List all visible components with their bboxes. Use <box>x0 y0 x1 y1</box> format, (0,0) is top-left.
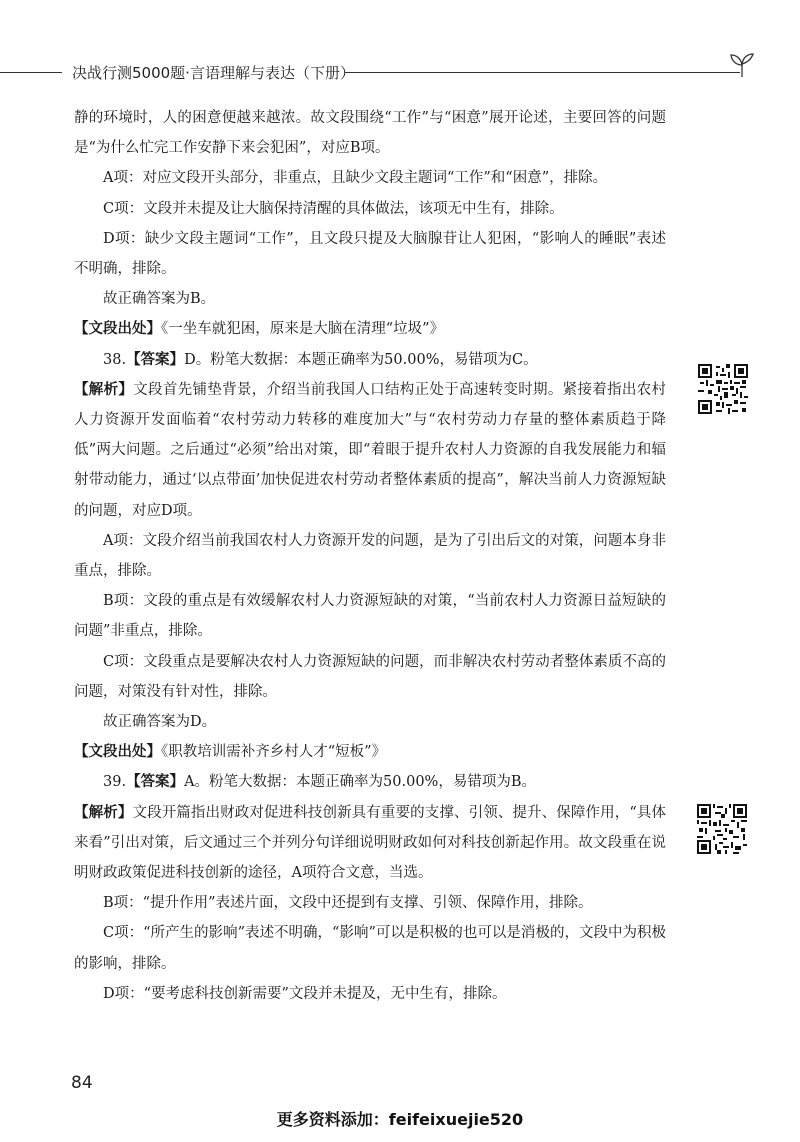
qr-code-icon[interactable] <box>697 804 747 854</box>
page-number: 84 <box>71 1073 93 1093</box>
page-body <box>74 103 666 1009</box>
paragraph-continued: 静的环境时，人的困意便越来越浓。故文段围绕“工作”与“困意”展开论述，主要回答的问题是“为什么忙完工作安静下来会犯困”，对应B项。 <box>74 110 666 157</box>
answer-tag: 【答案】 <box>126 773 185 791</box>
paragraph-answer-summary: 故正确答案为B。 <box>103 291 216 308</box>
paragraph-option-c: C项：“所产生的影响”表述不明确，“影响”可以是积极的也可以是消极的，文段中为积极的影响，排除。 <box>74 925 666 972</box>
analysis-tag: 【解析】 <box>74 380 134 398</box>
paragraph-option-b: B项：“提升作用”表述片面，文段中还提到有支撑、引领、保障作用，排除。 <box>103 895 593 912</box>
paragraph-answer-summary: 故正确答案为D。 <box>103 714 217 731</box>
header-rule-right <box>345 72 740 73</box>
paragraph-option-d: D项：缺少文段主题词“工作”，且文段只提及大脑腺苷让人犯困，“影响人的睡眠”表述不明确，排除。 <box>74 230 666 278</box>
answer-tag: 【答案】 <box>126 350 185 368</box>
paragraph-option-a: A项：文段介绍当前我国农村人力资源开发的问题，是为了引出后文的对策，问题本身非重点，排除。 <box>74 532 666 580</box>
paragraph-option-b: B项：文段的重点是有效缓解农村人力资源短缺的对策，“当前农村人力资源日益短缺的问题”非重点，排除。 <box>74 593 666 640</box>
paragraph-answer-38: 38.【答案】D。粉笔大数据：本题正确率为50.00%，易错项为C。 <box>103 350 538 368</box>
paragraph-option-d: D项：“要考虑科技创新需要”文段并未提及，无中生有，排除。 <box>103 985 507 1002</box>
paragraph-analysis-39: 【解析】文段开篇指出财政对促进科技创新具有重要的支撑、引领、提升、保障作用，“具体来看”引出对策，后文通过三个并列分句详细说明财政如何对科技创新起作用。故文段重在说明财政政策促进科技创新的途径，A项符合文意，当选。 <box>74 803 666 882</box>
question-number: 38. <box>103 351 127 368</box>
paragraph-option-c: C项：文段重点是要解决农村人力资源短缺的问题，而非解决农村劳动者整体素质不高的问题，对策没有针对性，排除。 <box>74 653 666 700</box>
paragraph-analysis-38: 【解析】文段首先铺垫背景，介绍当前我国人口结构正处于高速转变时期。紧接着指出农村人力资源开发面临着“农村劳动力转移的难度加大”与“农村劳动力存量的整体素质趋于降低”两大问题。之后通过“必须”给出对策，即“着眼于提升农村人力资源的自我发展能力和辐射带动能力，通过‘以点带面’加快促进农村劳动者整体素质的提高”，解决当前人力资源短缺的问题，对应D项。 <box>74 380 667 519</box>
footer-note: 更多资料添加：feifeixuejie520 <box>276 1110 524 1129</box>
source-tag: 【文段出处】 <box>74 743 161 761</box>
paragraph-source: 【文段出处】《职教培训需补齐乡村人才“短板”》 <box>74 743 387 761</box>
paragraph-option-a: A项：对应文段开头部分，非重点，且缺少文段主题词“工作”和“困意”，排除。 <box>103 170 608 187</box>
header-rule-left <box>0 72 62 73</box>
analysis-tag: 【解析】 <box>74 803 133 821</box>
paragraph-source: 【文段出处】《一坐车就犯困，原来是大脑在清理“垃圾”》 <box>74 320 445 338</box>
qr-code-icon[interactable] <box>698 364 748 414</box>
question-number: 39. <box>103 774 127 791</box>
page-header <box>0 52 800 92</box>
sprout-icon <box>728 52 756 78</box>
running-title: 决战行测5000题·言语理解与表达（下册） <box>72 64 355 82</box>
paragraph-answer-39: 39.【答案】A。粉笔大数据：本题正确率为50.00%，易错项为B。 <box>103 773 536 791</box>
source-tag: 【文段出处】 <box>74 320 161 338</box>
paragraph-option-c: C项：文段并未提及让大脑保持清醒的具体做法，该项无中生有，排除。 <box>103 200 564 217</box>
